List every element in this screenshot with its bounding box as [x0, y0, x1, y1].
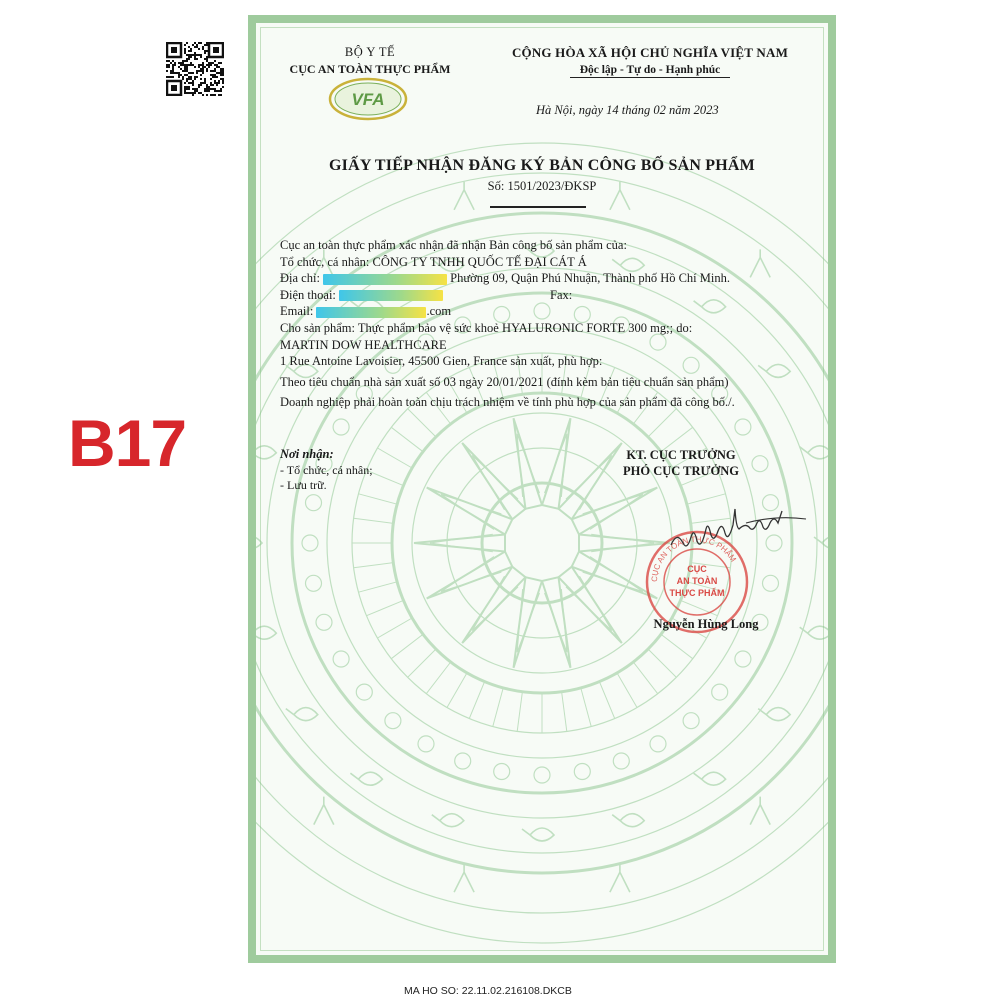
signatory-role-1: KT. CỤC TRƯỞNG [626, 448, 736, 462]
motto-underline [570, 77, 730, 78]
document-number: Số: 1501/2023/ĐKSP [487, 179, 597, 193]
recipients-block [280, 447, 373, 494]
product-line: Cho sản phẩm: Thực phẩm bảo vệ sức khoẻ HYALURONIC FORTE 300 mg;; do: [280, 320, 693, 335]
motto: Độc lập - Tự do - Hạnh phúc [579, 64, 721, 76]
national-header [470, 45, 830, 78]
stamp-center-line-3: THỰC PHẨM [669, 588, 725, 598]
country-name: CỘNG HÒA XÃ HỘI CHỦ NGHĨA VIỆT NAM [511, 45, 789, 60]
stamp-center-line-1: CỤC [687, 564, 707, 574]
address-line [280, 270, 820, 287]
recipient-item: - Lưu trữ. [280, 478, 327, 492]
dossier-code: MA HO SO: 22.11.02.216108.DKCB [404, 985, 572, 997]
ministry-name: BỘ Y TẾ [344, 45, 396, 59]
logo-text: VFA [351, 90, 385, 109]
standard-line: Theo tiêu chuẩn nhà sản xuất số 03 ngày 20/01/2021 (đính kèm bản tiêu chuẩn sản phẩm) [280, 374, 729, 389]
stamp-center-line-2: AN TOÀN [676, 576, 718, 586]
issue-date: Hà Nội, ngày 14 tháng 02 năm 2023 [536, 103, 719, 117]
signatory-title [586, 447, 776, 479]
email-label: Email: [280, 304, 314, 319]
phone-fax-line [280, 287, 820, 304]
phone-label: Điện thoại: [280, 287, 336, 302]
email-line [280, 303, 820, 320]
document-body [280, 237, 820, 411]
recipient-item: - Tổ chức, cá nhân; [280, 462, 373, 477]
handwritten-signature [666, 507, 836, 567]
redaction-bar [323, 274, 447, 285]
qr-code-icon [166, 42, 224, 96]
issuer-header [270, 45, 470, 77]
fax-label: Fax: [550, 287, 573, 302]
signer-name: Nguyễn Hùng Long [653, 617, 759, 631]
redaction-bar [316, 307, 426, 318]
intro-line: Cục an toàn thực phẩm xác nhận đã nhận Bản công bố sản phẩm của: [280, 238, 627, 252]
manufacturer-line: MARTIN DOW HEALTHCARE [280, 337, 447, 352]
manufacturer-address-line: 1 Rue Antoine Lavoisier, 45500 Gien, France sản xuất, phù hợp: [280, 354, 603, 369]
email-suffix: .com [426, 304, 452, 319]
recipients-heading: Nơi nhận: [280, 447, 334, 461]
address-value: Phường 09, Quận Phú Nhuận, Thành phố Hồ Chí Minh. [450, 271, 730, 286]
document-title: GIẤY TIẾP NHẬN ĐĂNG KÝ BẢN CÔNG BỐ SẢN PHẨM [329, 157, 755, 174]
responsibility-line: Doanh nghiệp phải hoàn toàn chịu trách nhiệm về tính phù hợp của sản phẩm đã công bố./. [280, 395, 735, 410]
address-label: Địa chỉ: [280, 271, 320, 286]
stamp-ring-text: CỤC AN TOÀN THỰC PHẨM [649, 534, 738, 583]
title-underline [490, 206, 586, 208]
agency-name: CỤC AN TOÀN THỰC PHẨM [289, 62, 451, 76]
organization-line: Tổ chức, cá nhân: CÔNG TY TNHH QUỐC TẾ ĐẠI CÁT Á [280, 254, 587, 269]
certificate-document [248, 15, 836, 963]
redaction-bar [339, 290, 443, 301]
signatory-role-2: PHÓ CỤC TRƯỞNG [623, 464, 739, 478]
image-label: B17 [68, 406, 187, 480]
vfa-logo-icon [328, 77, 408, 121]
